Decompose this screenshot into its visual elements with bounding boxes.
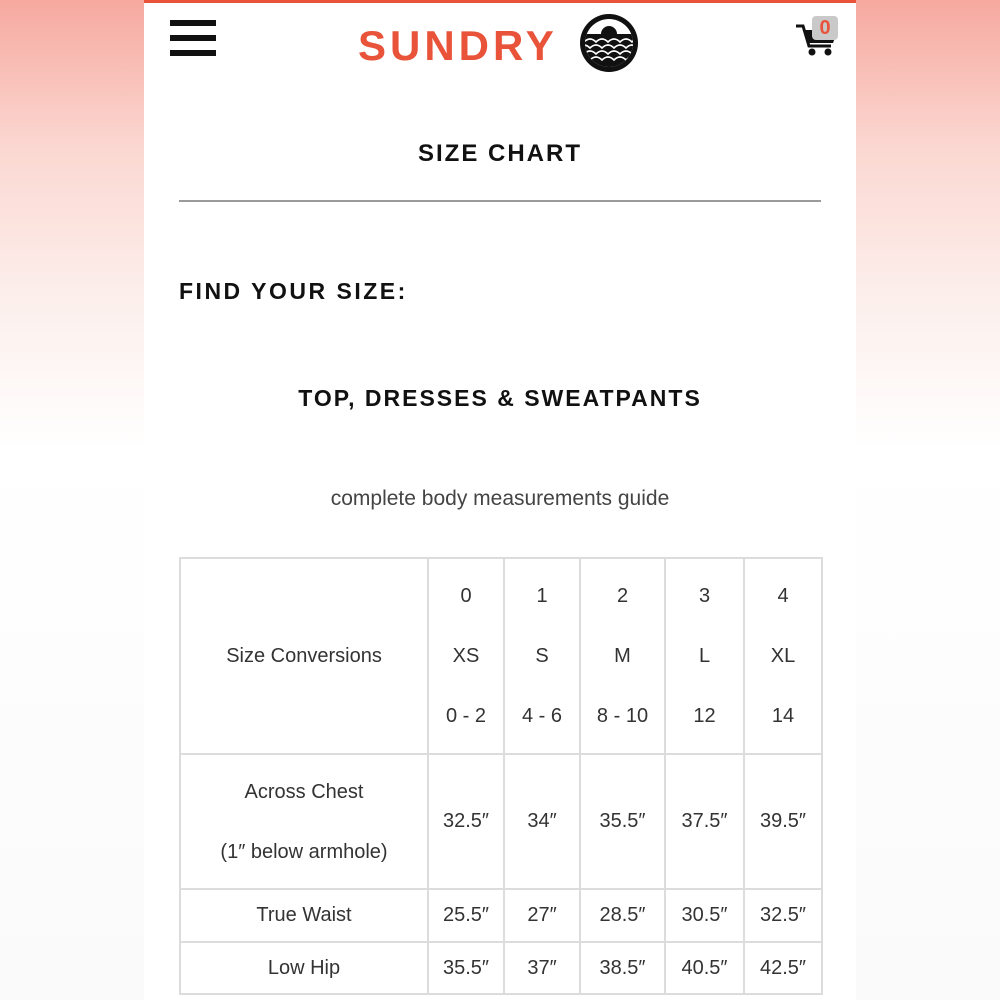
measure-value: 34″ bbox=[504, 754, 580, 889]
size-conversions-label: Size Conversions bbox=[180, 558, 428, 754]
size-number: 1 bbox=[536, 585, 548, 607]
size-range: 0 - 2 bbox=[445, 705, 487, 727]
hamburger-menu-icon[interactable] bbox=[170, 20, 216, 56]
size-range: 12 bbox=[693, 705, 716, 727]
measure-label: Across Chest bbox=[244, 780, 364, 803]
cart-count-badge: 0 bbox=[812, 16, 838, 40]
size-column bbox=[665, 558, 744, 754]
table-row bbox=[180, 558, 822, 754]
size-column bbox=[428, 558, 504, 754]
measure-value: 32.5″ bbox=[428, 754, 504, 889]
measure-label-cell bbox=[180, 754, 428, 889]
section-heading: TOP, DRESSES & SWEATPANTS bbox=[298, 385, 702, 411]
size-number: 0 bbox=[460, 585, 472, 607]
background-right bbox=[856, 0, 1000, 1000]
size-number: 2 bbox=[616, 585, 629, 607]
size-range: 8 - 10 bbox=[596, 705, 649, 727]
size-letter: M bbox=[614, 645, 631, 667]
size-number: 4 bbox=[777, 585, 789, 607]
size-letter: XL bbox=[770, 645, 796, 667]
title-divider bbox=[179, 200, 821, 202]
size-range: 14 bbox=[771, 705, 795, 727]
background-left bbox=[0, 0, 144, 1000]
cart-button[interactable] bbox=[794, 16, 846, 58]
measure-value: 30.5″ bbox=[665, 889, 744, 942]
brand-wave-logo-icon[interactable] bbox=[578, 12, 640, 74]
measure-value: 27″ bbox=[504, 889, 580, 942]
measure-value: 35.5″ bbox=[428, 942, 504, 994]
measure-value: 38.5″ bbox=[580, 942, 665, 994]
brand-logo-text[interactable]: SUNDRY bbox=[358, 22, 558, 69]
top-accent-line bbox=[144, 0, 856, 3]
size-number: 3 bbox=[698, 585, 711, 607]
measure-value: 40.5″ bbox=[665, 942, 744, 994]
table-row bbox=[180, 754, 822, 889]
measure-label: True Waist bbox=[180, 889, 428, 942]
measure-sublabel: (1″ below armhole) bbox=[220, 840, 388, 863]
size-chart-table bbox=[179, 557, 823, 995]
measure-value: 37″ bbox=[504, 942, 580, 994]
size-letter: S bbox=[535, 645, 549, 667]
size-column bbox=[580, 558, 665, 754]
measure-value: 35.5″ bbox=[580, 754, 665, 889]
size-column bbox=[504, 558, 580, 754]
measure-value: 28.5″ bbox=[580, 889, 665, 942]
measure-label: Low Hip bbox=[180, 942, 428, 994]
measure-value: 37.5″ bbox=[665, 754, 744, 889]
size-letter: XS bbox=[452, 645, 480, 667]
page-panel bbox=[144, 0, 856, 1000]
size-range: 4 - 6 bbox=[521, 705, 563, 727]
find-size-heading: FIND YOUR SIZE: bbox=[179, 278, 408, 304]
table-row bbox=[180, 889, 822, 942]
size-column bbox=[744, 558, 822, 754]
measurements-guide-link[interactable]: complete body measurements guide bbox=[330, 487, 670, 510]
measure-value: 25.5″ bbox=[428, 889, 504, 942]
table-row bbox=[180, 942, 822, 994]
measure-value: 42.5″ bbox=[744, 942, 822, 994]
measure-value: 32.5″ bbox=[744, 889, 822, 942]
measure-value: 39.5″ bbox=[744, 754, 822, 889]
page-title: SIZE CHART bbox=[418, 140, 582, 167]
size-letter: L bbox=[698, 645, 711, 667]
